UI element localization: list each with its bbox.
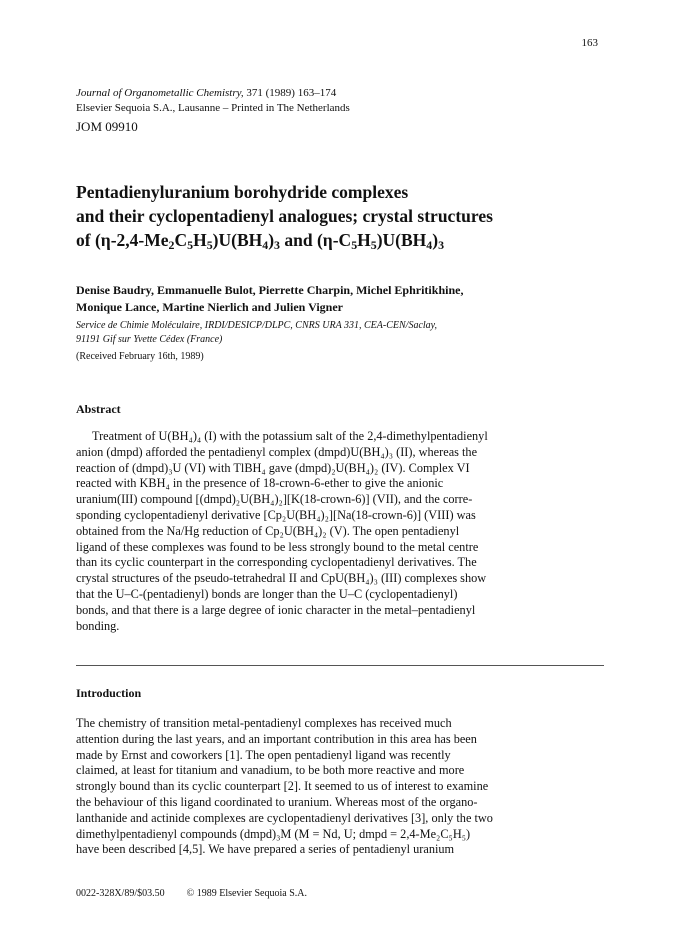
section-divider [76, 665, 604, 666]
journal-volume-pages: 371 (1989) 163–174 [243, 87, 337, 99]
abstract-line: sponding cyclopentadienyl derivative [Cp₂U(BH₄)₂][Na(18-crown-6)] (VIII) was [76, 507, 476, 522]
abstract-line: than its cyclic counterpart in the corresponding cyclopentadienyl derivatives. The [76, 555, 477, 570]
authors-line-1: Denise Baudry, Emmanuelle Bulot, Pierrette Charpin, Michel Ephritikhine, [76, 283, 464, 297]
abstract-line: reacted with KBH₄ in the presence of 18-crown-6-ether to give the anionic [76, 476, 444, 491]
abstract-line: obtained from the Na/Hg reduction of Cp₂U(BH₄)₂ (V). The open pentadienyl [76, 523, 460, 538]
authors-line-2: Monique Lance, Martine Nierlich and Julien Vigner [76, 300, 343, 314]
abstract-line: reaction of (dmpd)₃U (VI) with TlBH₄ gave (dmpd)₂U(BH₄)₂ (IV). Complex VI [76, 460, 470, 475]
page-number: 163 [581, 37, 598, 49]
title-line-1: Pentadienyluranium borohydride complexes [76, 182, 409, 202]
introduction-heading: Introduction [76, 686, 142, 700]
abstract-body [76, 429, 604, 634]
abstract-line: ligand of these complexes was found to be less strongly bound to the metal centre [76, 539, 479, 554]
intro-line: made by Ernst and coworkers [1]. The open pentadienyl ligand was recently [76, 747, 451, 762]
abstract-heading: Abstract [76, 402, 121, 416]
abstract-line: bonds, and that there is a large degree of ionic character in the metal–pentadienyl [76, 602, 476, 617]
abstract-line: that the U–C-(pentadienyl) bonds are longer than the U–C (cyclopentadienyl) [76, 586, 458, 601]
intro-line: attention during the last years, and an important contribution in this area has been [76, 731, 477, 746]
introduction-body [76, 716, 604, 858]
affiliation-line-2: 91191 Gif sur Yvette Cédex (France) [76, 334, 223, 345]
footer-code: 0022-328X/89/$03.50 [76, 888, 165, 899]
intro-line: lanthanide and actinide complexes are cyclopentadienyl derivatives [3], only the two [76, 810, 493, 825]
abstract-line: Treatment of U(BH₄)₄ (I) with the potassium salt of the 2,4-dimethylpentadienyl [92, 429, 488, 443]
received-date: (Received February 16th, 1989) [76, 351, 204, 362]
journal-header [76, 86, 616, 134]
affiliation-line-1: Service de Chimie Moléculaire, IRDI/DESICP/DLPC, CNRS URA 331, CEA-CEN/Saclay, [76, 320, 438, 331]
intro-line: The chemistry of transition metal-pentadienyl complexes has received much [76, 716, 452, 730]
affiliation [76, 319, 636, 347]
intro-line: claimed, at least for titanium and vanadium, to be both more reactive and more [76, 763, 465, 778]
paper-title [76, 180, 636, 252]
journal-name: Journal of Organometallic Chemistry, [76, 87, 244, 99]
abstract-line: uranium(III) compound [(dmpd)₂U(BH₄)₂][K(18-crown-6)] (VII), and the corre- [76, 492, 473, 507]
title-line-2: and their cyclopentadienyl analogues; crystal structures [76, 206, 493, 226]
intro-line: dimethylpentadienyl compounds (dmpd)₃M (M = Nd, U; dmpd = 2,4-Me₂C₅H₅) [76, 826, 471, 841]
abstract-line: bonding. [76, 618, 120, 633]
author-list [76, 282, 636, 316]
abstract-line: crystal structures of the pseudo-tetrahedral II and CpU(BH₄)₃ (III) complexes show [76, 571, 487, 586]
intro-line: the behaviour of this ligand coordinated to uranium. Whereas most of the organo- [76, 794, 478, 809]
intro-line: have been described [4,5]. We have prepared a series of pentadienyl uranium [76, 842, 455, 857]
jom-identifier: JOM 09910 [76, 119, 138, 134]
title-line-3: of $(\eta-2,4-Me_2C_5H_5)U(BH_4)_3$ and $(\eta-C_5H_5)U(BH_4)_3$ [76, 230, 445, 252]
abstract-line: anion (dmpd) afforded the pentadienyl complex (dmpd)U(BH₄)₃ (II), whereas the [76, 444, 478, 459]
journal-citation [76, 87, 336, 99]
journal-publisher: Elsevier Sequoia S.A., Lausanne – Printed in The Netherlands [76, 102, 350, 114]
intro-line: strongly bound than its cyclic counterpart [2]. It seemed to us of interest to examine [76, 779, 489, 794]
page-footer [76, 888, 307, 899]
footer-copyright: © 1989 Elsevier Sequoia S.A. [186, 888, 307, 899]
